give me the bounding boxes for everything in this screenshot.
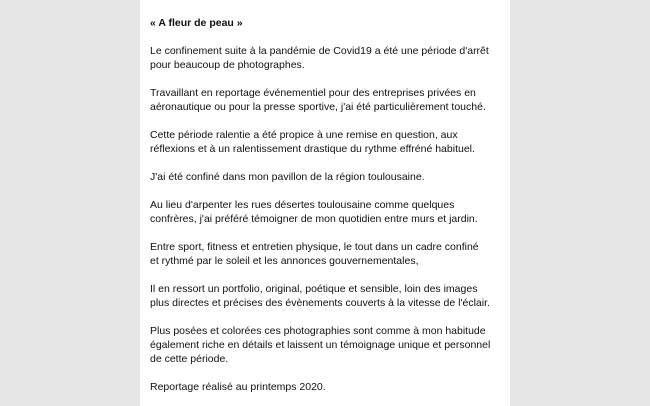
paragraph-3: Cette période ralentie a été propice à une remise en question, aux réflexions et à un ralentissement drastique du rythme effréné habituel. <box>150 129 475 155</box>
closing-line: Reportage réalisé au printemps 2020. <box>150 381 326 393</box>
paragraph-8: Plus posées et colorées ces photographies sont comme à mon habitude également riche en détails et laissent un témoignage unique et personnel de cette période. <box>150 325 491 365</box>
paragraph-7: Il en ressort un portfolio, original, poétique et sensible, loin des images plus directes et précises des évènements couverts à la vitesse de l'éclair. <box>150 283 490 309</box>
paragraph-4: J'ai été confiné dans mon pavillon de la région toulousaine. <box>150 171 425 183</box>
paragraph-5: Au lieu d'arpenter les rues désertes toulousaine comme quelques confrères, j'ai préféré témoigner de mon quotidien entre murs et jardin. <box>150 199 478 225</box>
document-title: « A fleur de peau » <box>150 17 243 29</box>
paragraph-2: Travaillant en reportage événementiel pour des entreprises privées en aéronautique ou pour la presse sportive, j'ai été particulièrement touché. <box>150 87 486 113</box>
paragraph-6: Entre sport, fitness et entretien physique, le tout dans un cadre confiné et rythmé par le soleil et les annonces gouvernementales, <box>150 241 479 267</box>
paragraph-1: Le confinement suite à la pandémie de Covid19 a été une période d'arrêt pour beaucoup de photographes. <box>150 45 489 71</box>
document-page <box>140 0 510 406</box>
